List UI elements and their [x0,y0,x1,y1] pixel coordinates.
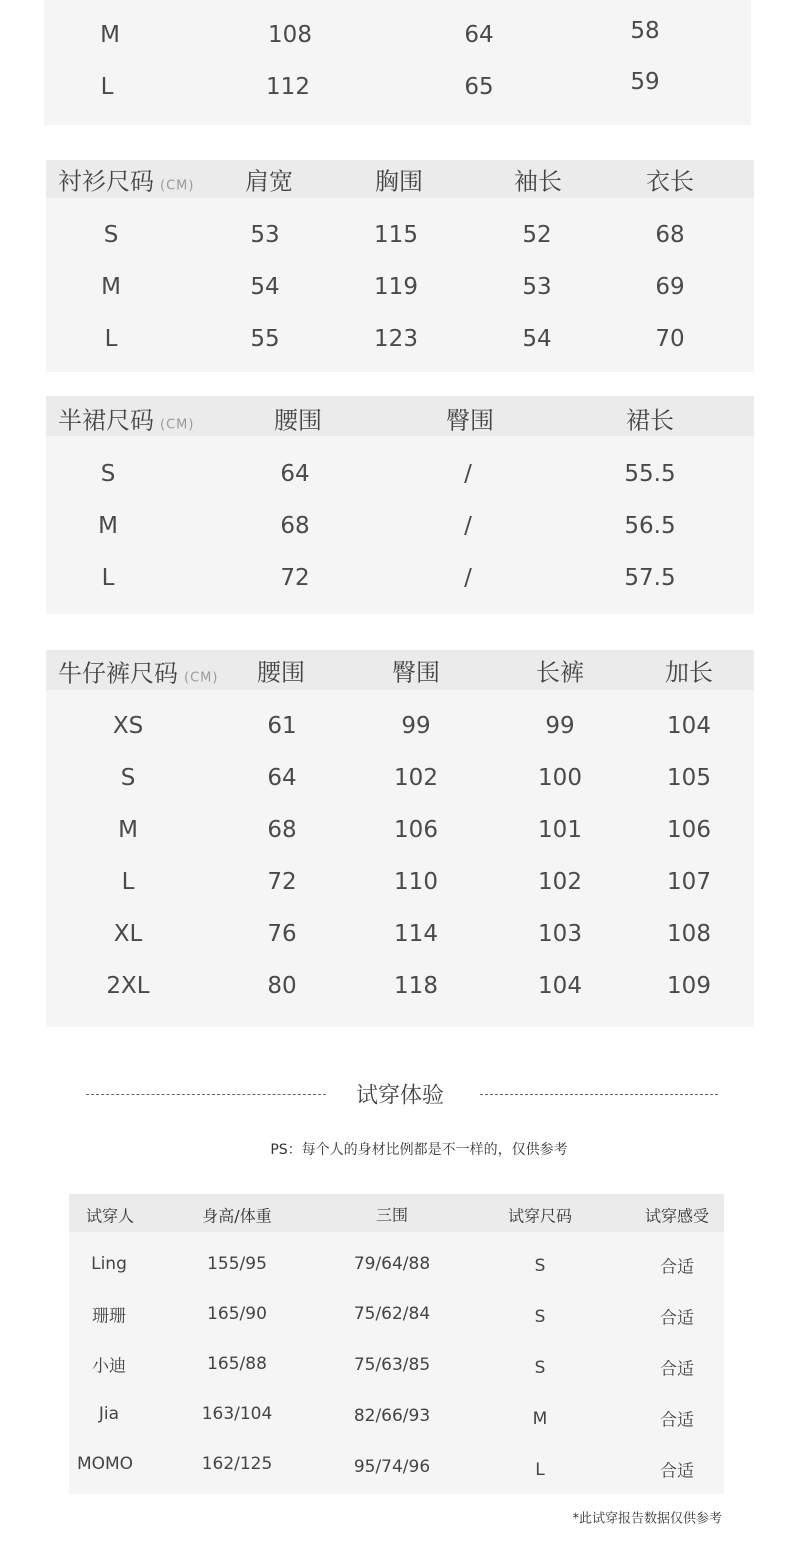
table-cell: 珊珊 [92,1306,126,1327]
table-cell: 108 [667,921,711,947]
table-cell: 合适 [660,1461,694,1482]
column-header: 试穿尺码 [507,1206,573,1226]
table-cell: 163/104 [201,1404,273,1424]
table-cell: 114 [394,921,438,947]
table-cell: 70 [655,326,685,352]
table-cell: 75/62/84 [353,1304,431,1324]
table-cell: 76 [267,921,297,947]
table-cell: 104 [538,973,582,999]
table-cell: 58 [630,18,660,44]
table-cell: 52 [522,222,552,248]
column-header: 三围 [375,1205,409,1225]
table-cell: 155/95 [207,1254,267,1274]
table-cell: 合适 [660,1257,694,1278]
table-cell: 65 [464,74,494,100]
table-cell: 99 [401,713,431,739]
table-cell: 72 [280,565,310,591]
table-cell: 109 [667,973,711,999]
table-cell: M [98,513,118,539]
table-cell: MOMO [76,1454,134,1474]
table-cell: S [100,461,116,487]
ps-note: PS：每个人的身材比例都是不一样的，仅供参考 [270,1142,568,1158]
table-cell: 55.5 [624,461,676,487]
table-cell: 56.5 [624,513,676,539]
table-cell: 82/66/93 [353,1406,431,1426]
table-cell: 合适 [660,1410,694,1431]
column-header: 试穿感受 [644,1206,710,1226]
table-cell: 80 [267,973,297,999]
table-cell: 115 [374,222,418,248]
table-cell: 101 [538,817,582,843]
table-cell: 119 [374,274,418,300]
table-cell: 53 [522,274,552,300]
table-cell: 57.5 [624,565,676,591]
shirt-size-table [46,160,754,372]
footnote: *此试穿报告数据仅供参考 [572,1511,722,1527]
column-header: 裙长 [626,406,674,435]
table-cell: / [464,565,472,591]
column-header: 腰围 [274,406,322,435]
table-cell: S [103,222,119,248]
column-header: 身高/体重 [202,1206,272,1226]
table-cell: L [100,74,114,100]
table-cell: / [464,513,472,539]
jeans-size-table [46,650,754,1027]
column-header: 袖长 [514,167,562,196]
table-cell: 103 [538,921,582,947]
table-cell: XS [112,713,144,739]
table-cell: 102 [538,869,582,895]
skirt-size-table [46,396,754,614]
table-cell: 53 [250,222,280,248]
table-cell: 68 [655,222,685,248]
top-size-table [44,0,751,125]
table-cell: 110 [394,869,438,895]
section-title: 试穿体验 [355,1083,445,1109]
table-cell: 118 [394,973,438,999]
table-cell: XL [113,921,143,947]
tryon-table [69,1194,724,1494]
table-cell: 68 [280,513,310,539]
table-cell: 95/74/96 [353,1457,431,1477]
column-header: 肩宽 [245,167,293,196]
table-cell: 112 [266,74,310,100]
table-cell: L [104,326,118,352]
table-cell: 55 [250,326,280,352]
column-header: 臀围 [392,658,440,687]
unit-label: (CM) [160,417,195,433]
table-cell: 105 [667,765,711,791]
table-cell: 99 [545,713,575,739]
table-cell: 54 [522,326,552,352]
table-cell: 162/125 [201,1454,273,1474]
table-cell: S [534,1307,546,1327]
table-cell: / [464,461,472,487]
table-cell: 54 [250,274,280,300]
table-cell: 64 [280,461,310,487]
table-cell: L [121,869,135,895]
table-cell: 106 [394,817,438,843]
unit-label: (CM) [184,670,219,686]
table-cell: 61 [267,713,297,739]
table-cell: 64 [464,22,494,48]
table-cell: 165/88 [207,1354,267,1374]
table-cell: M [101,274,121,300]
table-cell: 123 [374,326,418,352]
table-title: 衬衫尺码 (CM) [58,167,195,196]
table-cell: S [120,765,136,791]
table-cell: L [101,565,115,591]
column-header: 长裤 [536,658,584,687]
table-cell: M [100,22,120,48]
table-cell: 108 [268,22,312,48]
table-cell: M [118,817,138,843]
table-cell: 75/63/85 [353,1355,431,1375]
table-cell: 106 [667,817,711,843]
table-cell: 小迪 [92,1356,126,1377]
table-cell: 102 [394,765,438,791]
divider-right [480,1094,718,1095]
divider-left [86,1094,326,1095]
table-title: 牛仔裤尺码 (CM) [58,659,219,688]
column-header: 试穿人 [85,1206,135,1226]
table-cell: Ling [91,1254,127,1274]
table-cell: 79/64/88 [353,1254,431,1274]
column-header: 加长 [665,658,713,687]
table-cell: 合适 [660,1308,694,1329]
table-cell: 165/90 [207,1304,267,1324]
table-cell: 64 [267,765,297,791]
table-cell: 104 [667,713,711,739]
column-header: 腰围 [257,658,305,687]
table-cell: 72 [267,869,297,895]
table-cell: 2XL [106,973,150,999]
table-cell: S [534,1256,546,1276]
column-header: 衣长 [646,167,694,196]
table-cell: L [535,1460,545,1480]
table-cell: M [532,1409,548,1429]
table-cell: 合适 [660,1359,694,1380]
column-header: 臀围 [446,406,494,435]
table-cell: 107 [667,869,711,895]
table-cell: 100 [538,765,582,791]
table-cell: 59 [630,69,660,95]
table-cell: 69 [655,274,685,300]
table-cell: Jia [98,1404,120,1424]
table-title: 半裙尺码 (CM) [58,406,195,435]
table-cell: S [534,1358,546,1378]
unit-label: (CM) [160,178,195,194]
table-cell: 68 [267,817,297,843]
column-header: 胸围 [375,167,423,196]
